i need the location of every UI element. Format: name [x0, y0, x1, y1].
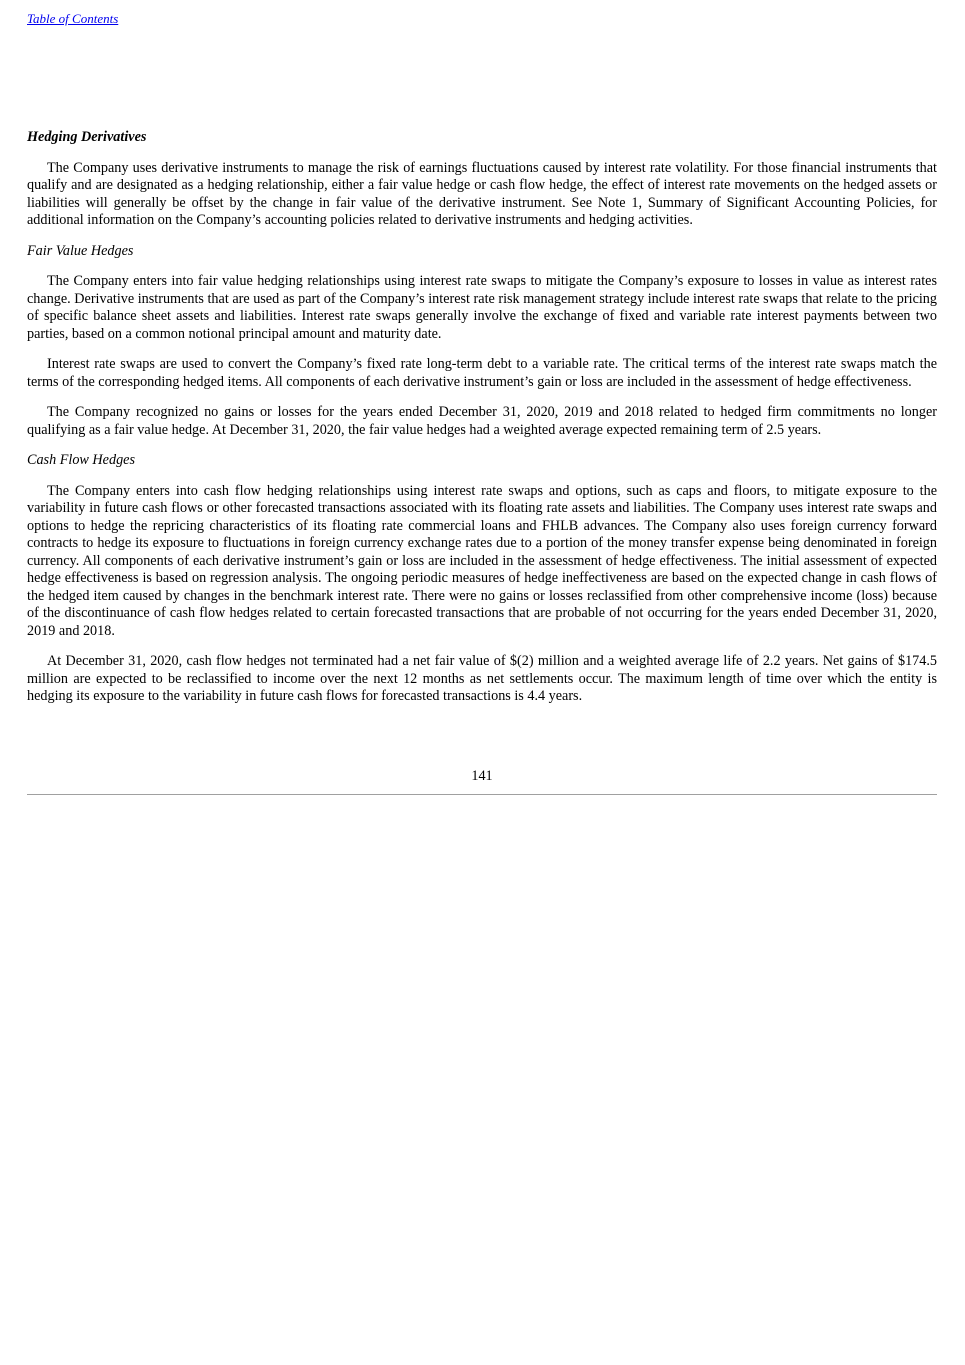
section-heading-hedging-derivatives: Hedging Derivatives: [27, 129, 147, 145]
paragraph-fair-value-2: Interest rate swaps are used to convert the Company’s fixed rate long-term debt to a variable rate. The critical terms of the interest rate swaps match the terms of the corresponding hedged items. All components of each derivative instrument’s gain or loss are included in the assessment of hedge effectiveness.: [27, 356, 937, 390]
paragraph-hedging-intro: The Company uses derivative instruments to manage the risk of earnings fluctuations caused by interest rate volatility. For those financial instruments that qualify and are designated as a hedging relationship, either a fair value hedge or cash flow hedge, the effect of interest rate movements on the hedged assets or liabilities will generally be offset by the change in fair value of the derivative instrument. See Note 1, Summary of Significant Accounting Policies, for additional information on the Company’s accounting policies related to derivative instruments and hedging activities.: [27, 159, 937, 228]
paragraph-fair-value-1: The Company enters into fair value hedging relationships using interest rate swaps to mitigate the Company’s exposure to losses in value as interest rates change. Derivative instruments that are used as part of the Company’s interest rate risk management strategy include interest rate swaps that relate to the pricing of specific balance sheet assets and liabilities. Interest rate swaps generally involve the exchange of fixed and variable rate interest payments between two parties, based on a common notional principal amount and maturity date.: [27, 273, 937, 342]
subheading-cash-flow-hedges: Cash Flow Hedges: [27, 452, 135, 468]
subheading-fair-value-hedges: Fair Value Hedges: [27, 242, 134, 259]
page-number: 141: [471, 768, 493, 784]
paragraph-fair-value-3: The Company recognized no gains or losses for the years ended December 31, 2020, 2019 and 2018 related to hedged firm commitments no longer qualifying as a fair value hedge. At December 31, 2020, the fair value hedges had a weighted average expected remaining term of 2.5 years.: [27, 404, 937, 438]
table-of-contents-link[interactable]: Table of Contents: [27, 11, 119, 26]
paragraph-cash-flow-1: The Company enters into cash flow hedging relationships using interest rate swaps and options, such as caps and floors, to mitigate exposure to the variability in future cash flows or other forecasted transactions associated with its floating rate assets and liabilities. The Company uses interest rate swaps and options to hedge the repricing characteristics of its floating rate commercial loans and FHLB advances. The Company also uses foreign currency forward contracts to hedge its exposure to fluctuations in foreign currency exchange rates due to a portion of the money transfer expense being denominated in foreign currency. All components of each derivative instrument’s gain or loss are included in the assessment of hedge effectiveness. The initial assessment of expected hedge effectiveness is based on regression analysis. The ongoing periodic measures of hedge ineffectiveness are based on the expected change in cash flows of the hedged item caused by changes in the benchmark interest rate. There were no gains or losses reclassified from other comprehensive income (loss) because of the discontinuance of cash flow hedges related to certain forecasted transactions that are probable of not occurring for the years ended December 31, 2020, 2019 and 2018.: [27, 482, 937, 639]
page-divider: [27, 794, 937, 795]
paragraph-cash-flow-2: At December 31, 2020, cash flow hedges not terminated had a net fair value of $(2) million and a weighted average life of 2.2 years. Net gains of $174.5 million are expected to be reclassified to income over the next 12 months as net settlements occur. The maximum length of time over which the entity is hedging its exposure to the variability in future cash flows for forecasted transactions is 4.4 years.: [27, 653, 937, 704]
document-body: [27, 129, 937, 719]
